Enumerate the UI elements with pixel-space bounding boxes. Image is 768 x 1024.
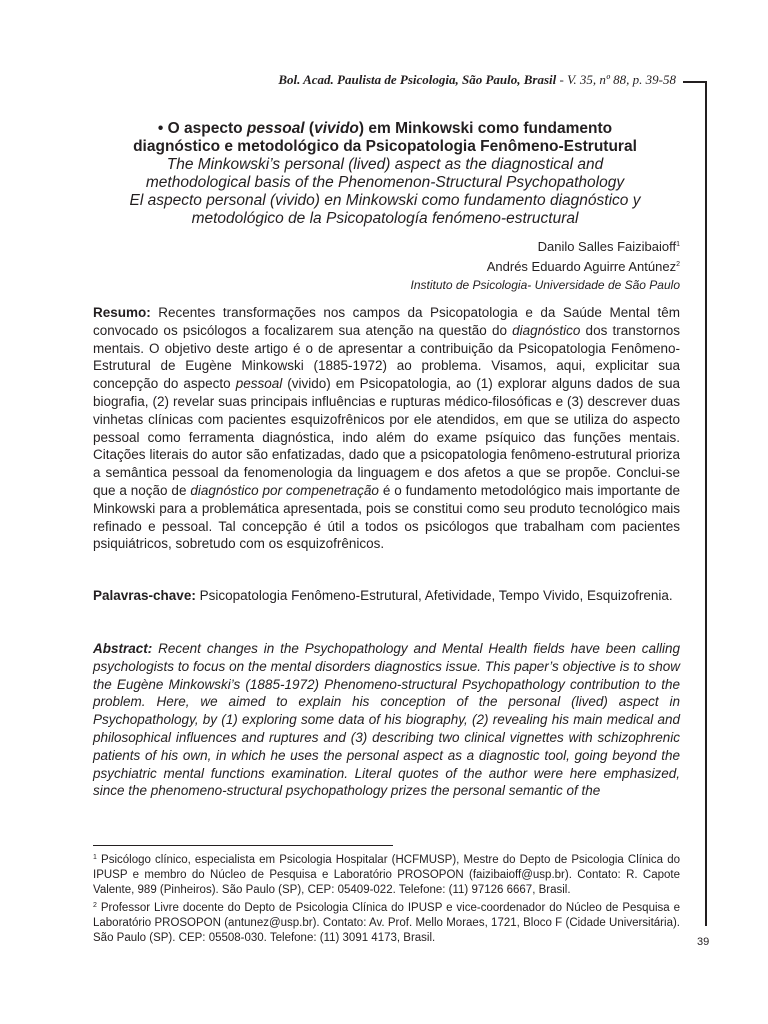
title-spanish-line1: El aspecto personal (vivido) en Minkowski como fundamento diagnóstico y [129, 192, 641, 209]
author-1: Danilo Salles Faizibaioff$^1$ [537, 239, 680, 254]
journal-name: Bol. Acad. Paulista de Psicologia, São Paulo, Brasil [278, 72, 557, 87]
footnote-divider [93, 845, 393, 846]
frame-line-top [683, 81, 707, 83]
footnote-1: $^1$ Psicólogo clínico, especialista em Psicologia Hospitalar (HCFMUSP), Mestre do Depto de Psicologia Clínica do IPUSP e membro do Núcleo de Pesquisa e Laboratório PROSOPON (faizibaioff@usp.br). Contato: R. Capote Valente, 989 (Pinheiros). São Paulo (SP), CEP: 05409-022. Telefone: (11) 97126 6667, Brasil. [93, 854, 680, 896]
footnotes [93, 850, 680, 946]
author-block [411, 236, 681, 294]
title-spanish-line2: metodológico de la Psicopatología fenómeno-estructural [191, 210, 579, 227]
keywords-paragraph: Palavras-chave: Psicopatologia Fenômeno-Estrutural, Afetividade, Tempo Vivido, Esquizofrenia. [93, 588, 673, 603]
keywords-label: Palavras-chave: [93, 588, 196, 603]
title-english-line2: methodological basis of the Phenomenon-Structural Psychopathology [145, 174, 625, 191]
footnote-2: $^2$ Professor Livre docente do Depto de Psicologia Clínica do IPUSP e vice-coordenador do Núcleo de Pesquisa e Laboratório PROSOPON (antunez@usp.br). Contato: Av. Prof. Mello Moraes, 1721, Bloco F (Cidade Universitária). São Paulo (SP). CEP: 05508-030. Telefone: (11) 3091 4173, Brasil. [93, 902, 680, 944]
page-number: 39 [697, 936, 710, 948]
title-portuguese-line2: diagnóstico e metodológico da Psicopatologia Fenômeno-Estrutural [133, 138, 637, 155]
author-2: Andrés Eduardo Aguirre Antúnez$^2$ [486, 259, 680, 274]
abstract-paragraph: Abstract: Recent changes in the Psychopathology and Mental Health fields have been calling psychologists to focus on the mental disorders diagnostics issue. This paper’s objective is to show the Eugène Minkowski’s (1885-1972) Phenomeno-structural Psychopathology contribution to the problem. Here, we aimed to explain his conception of the personal (lived) aspect in Psychopathology, by (1) exploring some data of his biography, (2) revealing his main medical and philosophical influences and ruptures and (3) describing two clinical vignettes with schizophrenic patients of his own, in which he uses the personal aspect as a diagnostic tool, going beyond the psychiatric mental functions examination. Literal quotes of the author were here emphasized, since the phenomeno-structural psychopathology prizes the personal semantic of the [93, 641, 680, 799]
institution: Instituto de Psicologia- Universidade de São Paulo [410, 278, 680, 292]
article-titles [90, 120, 680, 228]
frame-line-right [705, 81, 707, 926]
journal-volume: - V. 35, nº 88, p. 39-58 [556, 72, 676, 87]
resumo-label: Resumo: [93, 305, 151, 320]
abstract-label: Abstract: [93, 641, 153, 656]
resumo-paragraph: Resumo: Recentes transformações nos campos da Psicopatologia e da Saúde Mental têm convocado os psicólogos a focalizarem sua atenção na questão do diagnóstico dos transtornos mentais. O objetivo deste artigo é o de apresentar a contribuição da Psicopatologia Fenômeno-Estrutural de Eugène Minkowski (1885-1972) ao problema. Visamos, aqui, explicitar sua concepção do aspecto pessoal (vivido) em Psicopatologia, ao (1) explorar alguns dados de sua biografia, (2) revelar suas principais influências e rupturas médico-filosóficas e (3) descrever duas vinhetas clínicas com pacientes esquizofrênicos por ele atendidos, em que se utiliza do aspecto pessoal como ferramenta diagnóstica, indo além do exame psíquico das funções mentais. Citações literais do autor são enfatizadas, dado que a psicopatologia fenômeno-estrutural prioriza a semântica pessoal da fenomenologia da linguagem e dos afetos a que se propõe. Conclui-se que a noção de diagnóstico por compenetração é o fundamento metodológico mais importante de Minkowski para a problemática apresentada, pois se constitui como seu produto tecnológico mais refinado e pessoal. Tal concepção é útil a todos os psicólogos que trabalham com pacientes psiquiátricos, sobretudo com os esquizofrênicos. [93, 305, 680, 552]
title-portuguese: • O aspecto pessoal (vivido) em Minkowski como fundamento [157, 120, 613, 137]
journal-header [278, 72, 676, 88]
title-english-line1: The Minkowski’s personal (lived) aspect as the diagnostical and [166, 156, 604, 173]
